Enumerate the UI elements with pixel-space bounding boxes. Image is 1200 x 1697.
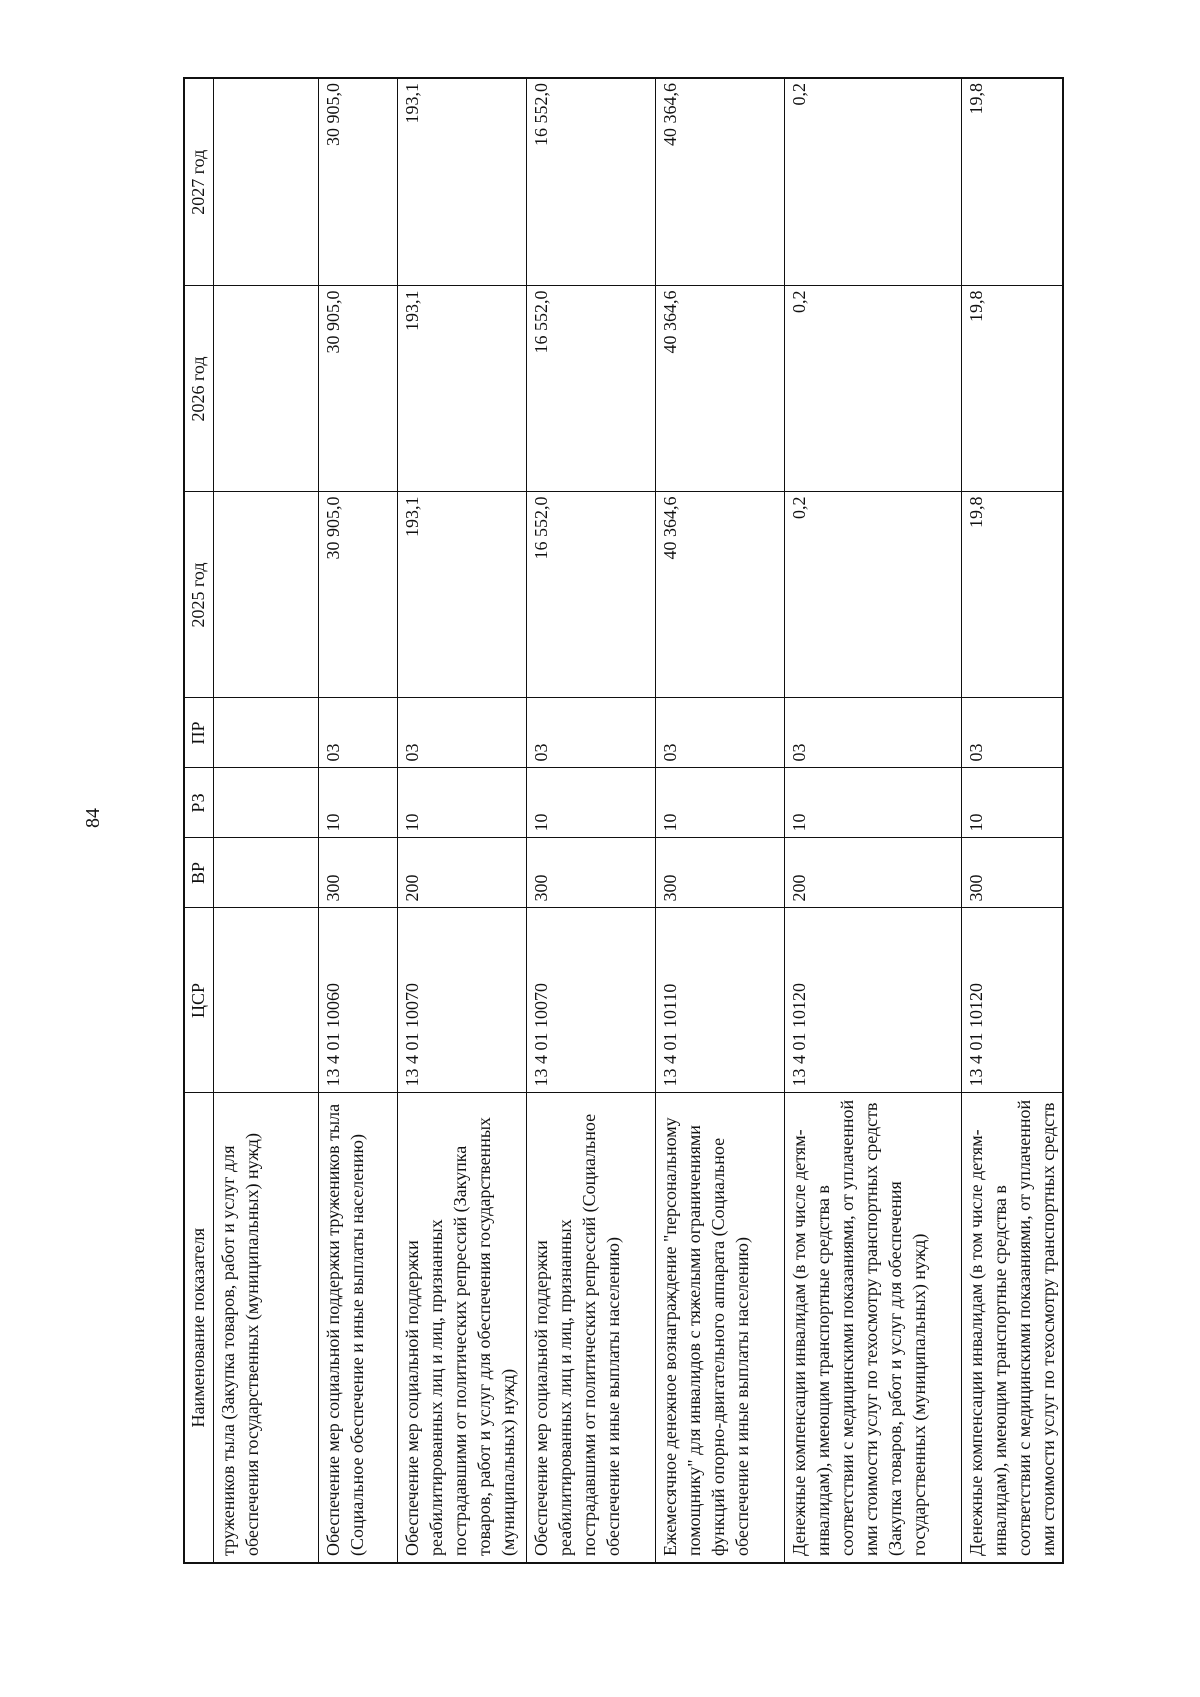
cell-csr: 13 4 01 10070: [527, 908, 656, 1093]
rotated-table-container: [183, 79, 1088, 1564]
table-row: [785, 78, 962, 1563]
cell-csr: 13 4 01 10060: [319, 908, 398, 1093]
cell-rz: 10: [319, 768, 398, 838]
cell-pr: 03: [656, 698, 785, 768]
table-row: [319, 78, 398, 1563]
cell-rz: [214, 768, 319, 838]
cell-name: Обеспечение мер социальной поддержки реабилитированных лиц и лиц, признанных пострадавшими от политических репрессий (Социальное обеспечение и иные выплаты населению): [527, 1093, 656, 1563]
cell-2025: 0,2: [785, 492, 962, 698]
header-csr: ЦСР: [184, 908, 214, 1093]
cell-name: Ежемесячное денежное вознаграждение "персональному помощнику" для инвалидов с тяжелыми ограничениями функций опорно-двигательного аппарата (Социальное обеспечение и иные выплаты населению): [656, 1093, 785, 1563]
cell-2025: 19,8: [962, 492, 1064, 698]
cell-2027: 16 552,0: [527, 78, 656, 286]
cell-pr: 03: [785, 698, 962, 768]
cell-2027: 30 905,0: [319, 78, 398, 286]
cell-csr: 13 4 01 10120: [785, 908, 962, 1093]
header-2027: 2027 год: [184, 78, 214, 286]
cell-vr: 300: [962, 838, 1064, 908]
cell-2027: 0,2: [785, 78, 962, 286]
cell-2025: 193,1: [398, 492, 527, 698]
cell-2025: 16 552,0: [527, 492, 656, 698]
table-row: [962, 78, 1064, 1563]
cell-2027: 40 364,6: [656, 78, 785, 286]
cell-rz: 10: [527, 768, 656, 838]
header-vr: ВР: [184, 838, 214, 908]
header-2026: 2026 год: [184, 286, 214, 492]
table-row: [527, 78, 656, 1563]
cell-csr: 13 4 01 10110: [656, 908, 785, 1093]
cell-rz: 10: [785, 768, 962, 838]
cell-vr: 200: [785, 838, 962, 908]
header-name: Наименование показателя: [184, 1093, 214, 1563]
cell-name: Денежные компенсации инвалидам (в том числе детям-инвалидам), имеющим транспортные средства в соответствии с медицинскими показаниями, от уплаченной ими стоимости услуг по техосмотру транспортных средств: [962, 1093, 1064, 1563]
cell-rz: 10: [398, 768, 527, 838]
cell-pr: 03: [527, 698, 656, 768]
cell-rz: 10: [962, 768, 1064, 838]
cell-pr: 03: [962, 698, 1064, 768]
cell-name: Денежные компенсации инвалидам (в том числе детям-инвалидам), имеющим транспортные средства в соответствии с медицинскими показаниями, от уплаченной ими стоимости услуг по техосмотру транспортных средств (Закупка товаров, работ и услуг для обеспечения государственных (муниципальных) нужд): [785, 1093, 962, 1563]
table-header-row: [184, 78, 214, 1563]
budget-table: [183, 77, 1064, 1564]
page-number: 84: [82, 808, 104, 828]
cell-2025: 30 905,0: [319, 492, 398, 698]
cell-2027: [214, 78, 319, 286]
cell-2026: 19,8: [962, 286, 1064, 492]
cell-csr: 13 4 01 10120: [962, 908, 1064, 1093]
cell-csr: 13 4 01 10070: [398, 908, 527, 1093]
cell-2026: 30 905,0: [319, 286, 398, 492]
cell-csr: [214, 908, 319, 1093]
cell-2027: 193,1: [398, 78, 527, 286]
cell-name: тружеников тыла (Закупка товаров, работ и услуг для обеспечения государственных (муниципальных) нужд): [214, 1093, 319, 1563]
header-pr: ПР: [184, 698, 214, 768]
cell-name: Обеспечение мер социальной поддержки тружеников тыла (Социальное обеспечение и иные выплаты населению): [319, 1093, 398, 1563]
cell-2026: 193,1: [398, 286, 527, 492]
cell-pr: 03: [398, 698, 527, 768]
cell-pr: 03: [319, 698, 398, 768]
cell-2026: [214, 286, 319, 492]
cell-2026: 40 364,6: [656, 286, 785, 492]
cell-vr: 300: [527, 838, 656, 908]
cell-vr: 300: [656, 838, 785, 908]
cell-pr: [214, 698, 319, 768]
cell-rz: 10: [656, 768, 785, 838]
header-rz: РЗ: [184, 768, 214, 838]
cell-2026: 0,2: [785, 286, 962, 492]
cell-2025: [214, 492, 319, 698]
table-row: [398, 78, 527, 1563]
cell-vr: [214, 838, 319, 908]
cell-2025: 40 364,6: [656, 492, 785, 698]
header-2025: 2025 год: [184, 492, 214, 698]
cell-2027: 19,8: [962, 78, 1064, 286]
cell-vr: 200: [398, 838, 527, 908]
cell-2026: 16 552,0: [527, 286, 656, 492]
cell-vr: 300: [319, 838, 398, 908]
table-row: [656, 78, 785, 1563]
cell-name: Обеспечение мер социальной поддержки реабилитированных лиц и лиц, признанных пострадавшими от политических репрессий (Закупка товаров, работ и услуг для обеспечения государственных (муниципальных) нужд): [398, 1093, 527, 1563]
table-row: [214, 78, 319, 1563]
